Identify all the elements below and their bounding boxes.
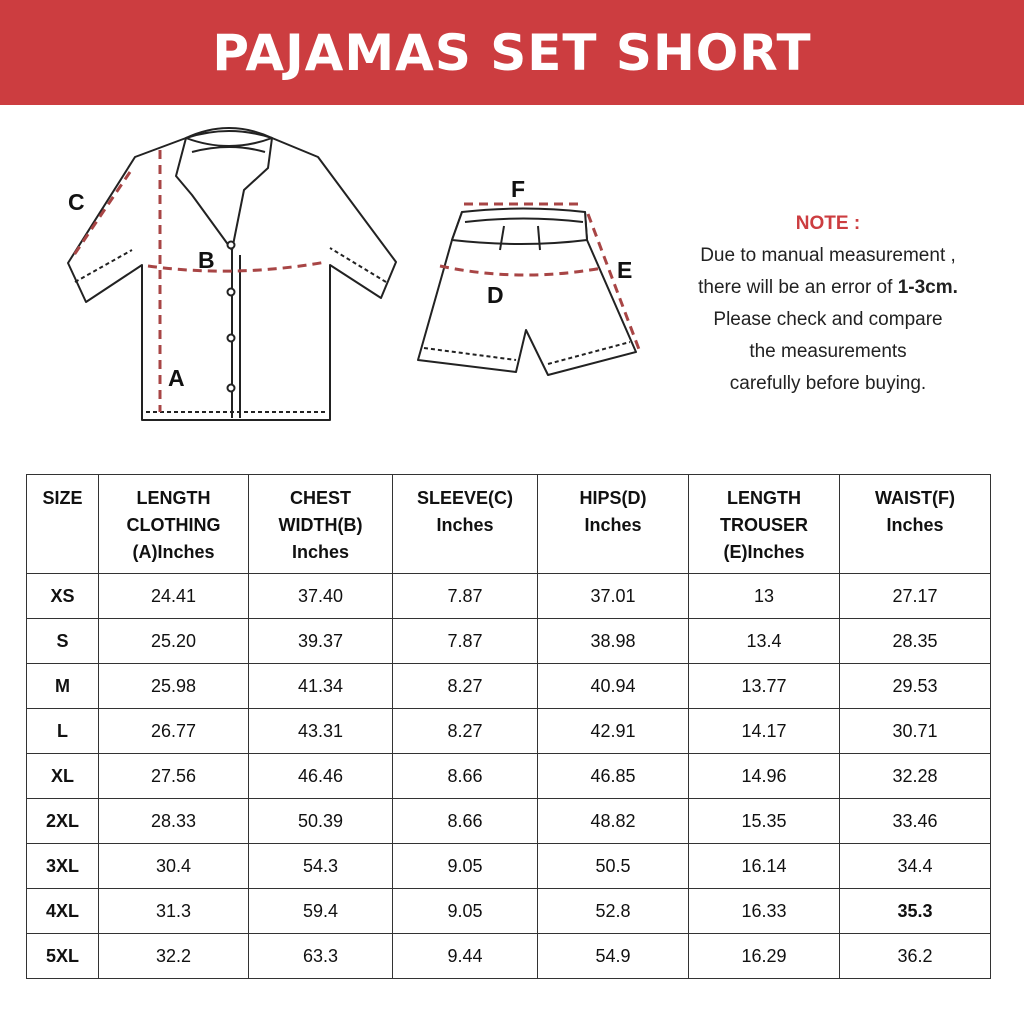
value-cell: 33.46 <box>840 799 991 844</box>
value-cell: 16.14 <box>689 844 840 889</box>
size-cell: M <box>27 664 99 709</box>
value-cell: 38.98 <box>538 619 689 664</box>
note-line-3: Please check and compare <box>713 309 943 330</box>
measurement-note <box>660 208 996 400</box>
value-cell: 13 <box>689 574 840 619</box>
value-cell: 50.39 <box>249 799 393 844</box>
value-cell: 46.46 <box>249 754 393 799</box>
column-header-line: LENGTH <box>136 488 211 508</box>
column-header-line: WIDTH(B) <box>278 515 363 535</box>
table-row <box>27 799 991 844</box>
value-cell: 13.77 <box>689 664 840 709</box>
value-cell: 28.35 <box>840 619 991 664</box>
note-line-5: carefully before buying. <box>729 373 927 394</box>
column-header-line: Inches <box>436 515 494 535</box>
column-header-line: WAIST(F) <box>875 488 955 508</box>
size-cell: S <box>27 619 99 664</box>
value-cell: 50.5 <box>538 844 689 889</box>
value-cell: 9.05 <box>393 844 538 889</box>
size-cell: 5XL <box>27 934 99 979</box>
title-banner <box>0 0 1024 105</box>
column-header <box>27 475 99 574</box>
note-title: NOTE : <box>795 213 861 234</box>
label-e: E <box>617 257 633 283</box>
label-f: F <box>511 176 526 202</box>
value-cell: 41.34 <box>249 664 393 709</box>
column-header-line: LENGTH <box>727 488 801 508</box>
value-cell: 16.33 <box>689 889 840 934</box>
column-header <box>393 475 538 574</box>
size-cell: 2XL <box>27 799 99 844</box>
value-cell: 37.40 <box>249 574 393 619</box>
value-cell: 40.94 <box>538 664 689 709</box>
shirt-illustration <box>68 128 396 420</box>
column-header-line: CHEST <box>289 488 351 508</box>
value-cell: 48.82 <box>538 799 689 844</box>
value-cell: 29.53 <box>840 664 991 709</box>
value-cell: 15.35 <box>689 799 840 844</box>
value-cell: 59.4 <box>249 889 393 934</box>
value-cell: 30.4 <box>99 844 249 889</box>
table-row <box>27 754 991 799</box>
note-line-4: the measurements <box>749 341 907 362</box>
value-cell: 43.31 <box>249 709 393 754</box>
column-header-line: Inches <box>584 515 642 535</box>
value-cell: 26.77 <box>99 709 249 754</box>
label-a: A <box>168 365 185 391</box>
column-header-line: (A)Inches <box>132 542 215 562</box>
value-cell: 36.2 <box>840 934 991 979</box>
column-header-line: (E)Inches <box>723 542 805 562</box>
column-header-line: SLEEVE(C) <box>416 488 513 508</box>
value-cell: 13.4 <box>689 619 840 664</box>
value-cell: 54.3 <box>249 844 393 889</box>
size-cell: XL <box>27 754 99 799</box>
table-row <box>27 619 991 664</box>
column-header <box>99 475 249 574</box>
value-cell: 32.28 <box>840 754 991 799</box>
note-error-range: 1-3cm. <box>897 277 958 298</box>
value-cell: 32.2 <box>99 934 249 979</box>
note-line-2-text: there will be an error of <box>698 277 898 298</box>
size-cell: XS <box>27 574 99 619</box>
size-cell: 4XL <box>27 889 99 934</box>
value-cell: 8.66 <box>393 799 538 844</box>
value-cell: 63.3 <box>249 934 393 979</box>
size-cell: L <box>27 709 99 754</box>
column-header-line: SIZE <box>42 488 83 508</box>
value-cell: 46.85 <box>538 754 689 799</box>
value-cell: 14.17 <box>689 709 840 754</box>
value-cell: 27.17 <box>840 574 991 619</box>
value-cell: 24.41 <box>99 574 249 619</box>
size-cell: 3XL <box>27 844 99 889</box>
table-row <box>27 934 991 979</box>
value-cell: 37.01 <box>538 574 689 619</box>
column-header <box>538 475 689 574</box>
table-row <box>27 574 991 619</box>
value-cell: 35.3 <box>840 889 991 934</box>
value-cell: 52.8 <box>538 889 689 934</box>
label-b: B <box>198 247 215 273</box>
value-cell: 9.44 <box>393 934 538 979</box>
value-cell: 30.71 <box>840 709 991 754</box>
table-row <box>27 709 991 754</box>
value-cell: 31.3 <box>99 889 249 934</box>
note-line-2 <box>660 272 996 304</box>
label-d: D <box>487 282 504 308</box>
table-row <box>27 844 991 889</box>
page-title: PAJAMAS SET SHORT <box>212 23 812 82</box>
table-row <box>27 889 991 934</box>
value-cell: 25.20 <box>99 619 249 664</box>
value-cell: 28.33 <box>99 799 249 844</box>
label-c: C <box>68 189 85 215</box>
column-header <box>689 475 840 574</box>
column-header <box>840 475 991 574</box>
value-cell: 8.27 <box>393 709 538 754</box>
column-header-line: CLOTHING <box>126 515 221 535</box>
shorts-illustration <box>418 209 636 376</box>
value-cell: 16.29 <box>689 934 840 979</box>
column-header <box>249 475 393 574</box>
value-cell: 7.87 <box>393 619 538 664</box>
value-cell: 27.56 <box>99 754 249 799</box>
value-cell: 42.91 <box>538 709 689 754</box>
column-header-line: Inches <box>886 515 944 535</box>
value-cell: 14.96 <box>689 754 840 799</box>
column-header-line: Inches <box>291 542 350 562</box>
value-cell: 39.37 <box>249 619 393 664</box>
note-line-1: Due to manual measurement , <box>700 245 956 266</box>
value-cell: 7.87 <box>393 574 538 619</box>
table-row <box>27 664 991 709</box>
value-cell: 8.27 <box>393 664 538 709</box>
value-cell: 8.66 <box>393 754 538 799</box>
table-body <box>27 574 991 979</box>
column-header-line: HIPS(D) <box>579 488 647 508</box>
value-cell: 25.98 <box>99 664 249 709</box>
value-cell: 9.05 <box>393 889 538 934</box>
value-cell: 54.9 <box>538 934 689 979</box>
table-header-row <box>27 475 991 574</box>
value-cell: 34.4 <box>840 844 991 889</box>
column-header-line: TROUSER <box>719 515 808 535</box>
size-chart-table <box>26 474 991 979</box>
